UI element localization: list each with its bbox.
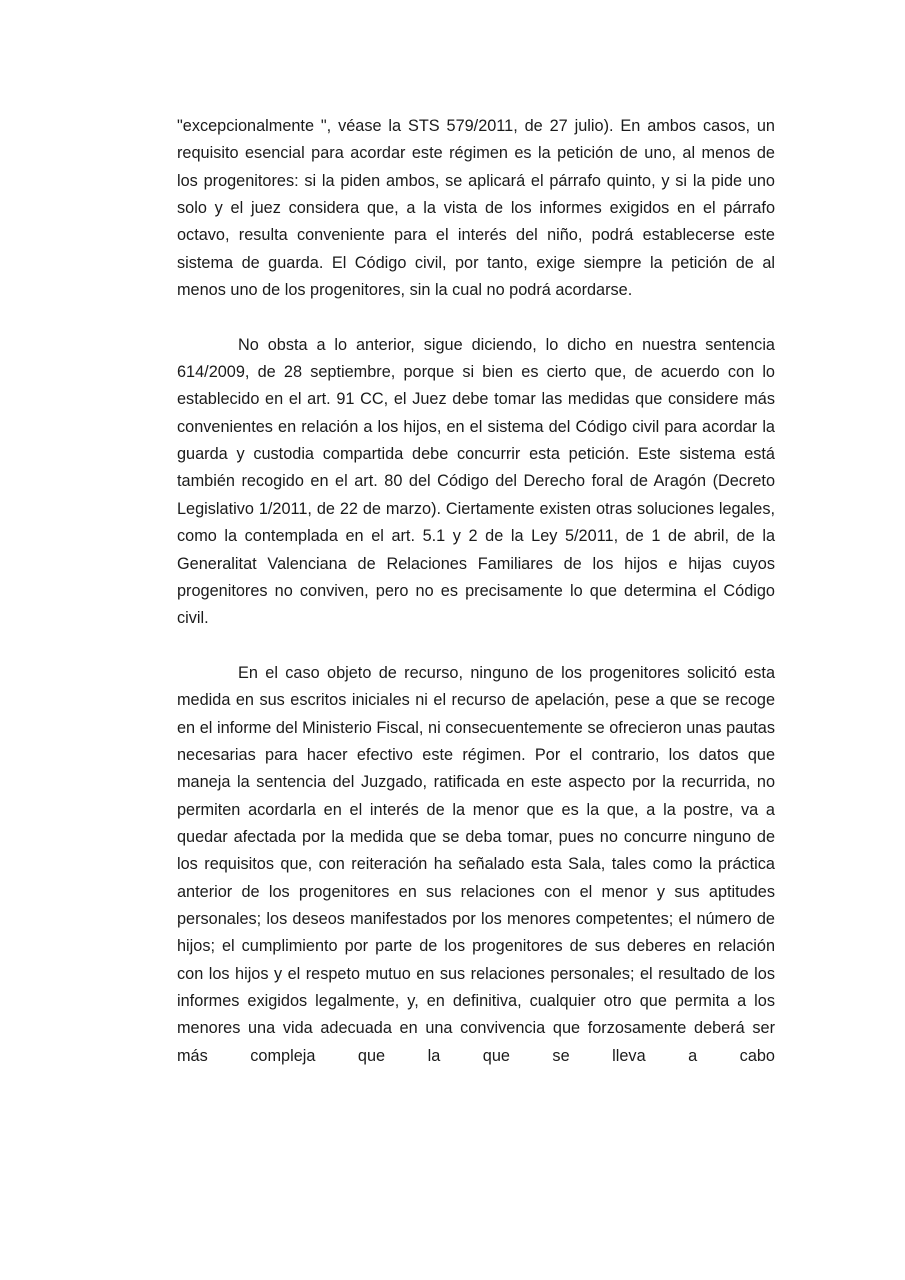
paragraph-spacer xyxy=(177,633,775,660)
paragraph-spacer xyxy=(177,304,775,331)
paragraph-1: "excepcionalmente ", véase la STS 579/2011, de 27 julio). En ambos casos, un requisito esencial para acordar este régimen es la petición de uno, al menos de los progenitores: si la piden ambos, se aplicará el párrafo quinto, y si la pide uno solo y el juez considera que, a la vista de los informes exigidos en el párrafo octavo, resulta conveniente para el interés del niño, podrá establecerse este sistema de guarda. El Código civil, por tanto, exige siempre la petición de al menos uno de los progenitores, sin la cual no podrá acordarse. xyxy=(177,117,775,300)
paragraph-3: En el caso objeto de recurso, ninguno de los progenitores solicitó esta medida en sus escritos iniciales ni el recurso de apelación, pese a que se recoge en el informe del Ministerio Fiscal, ni consecuentemente se ofrecieron unas pautas necesarias para hacer efectivo este régimen. Por el contrario, los datos que maneja la sentencia del Juzgado, ratificada en este aspecto por la recurrida, no permiten acordarla en el interés de la menor que es la que, a la postre, va a quedar afectada por la medida que se deba tomar, pues no concurre ninguno de los requisitos que, con reiteración ha señalado esta Sala, tales como la práctica anterior de los progenitores en sus relaciones con el menor y sus aptitudes personales; los deseos manifestados por los menores competentes; el número de hijos; el cumplimiento por parte de los progenitores de sus deberes en relación con los hijos y el respeto mutuo en sus relaciones personales; el resultado de los informes exigidos legalmente, y, en definitiva, cualquier otro que permita a los menores una vida adecuada en una convivencia que forzosamente deberá ser más compleja que la que se lleva a cabo xyxy=(177,663,775,1065)
document-body xyxy=(177,113,775,1070)
paragraph-2: No obsta a lo anterior, sigue diciendo, lo dicho en nuestra sentencia 614/2009, de 28 septiembre, porque si bien es cierto que, de acuerdo con lo establecido en el art. 91 CC, el Juez debe tomar las medidas que considere más convenientes en relación a los hijos, en el sistema del Código civil para acordar la guarda y custodia compartida debe concurrir esta petición. Este sistema está también recogido en el art. 80 del Código del Derecho foral de Aragón (Decreto Legislativo 1/2011, de 22 de marzo). Ciertamente existen otras soluciones legales, como la contemplada en el art. 5.1 y 2 de la Ley 5/2011, de 1 de abril, de la Generalitat Valenciana de Relaciones Familiares de los hijos e hijas cuyos progenitores no conviven, pero no es precisamente lo que determina el Código civil. xyxy=(177,335,775,628)
